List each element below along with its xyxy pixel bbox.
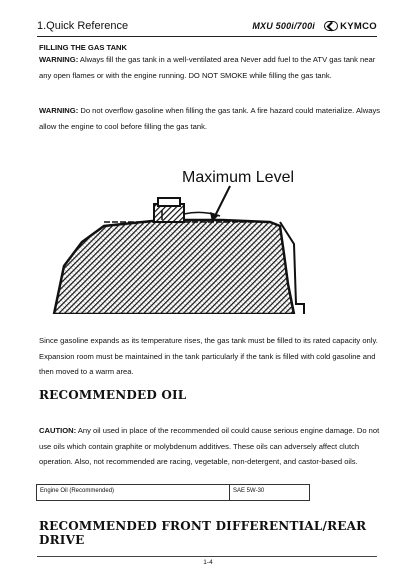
- oil-table: [36, 484, 310, 501]
- expansion-paragraph: Since gasoline expands as its temperature rises, the gas tank must be filled to its rated capacity only. Expansion room must be maintained in the tank particularly if the tank is filled with cold gasoline and then moved to a warm area.: [39, 336, 378, 376]
- maximum-level-label: Maximum Level: [182, 169, 295, 186]
- kymco-logo-icon: [324, 21, 338, 31]
- gas-tank-figure: [42, 154, 362, 314]
- warning-paragraph-1: [39, 52, 384, 83]
- warning-text: Do not overflow gasoline when filling the gas tank. A fire hazard could materialize. Always allow the engine to cool before filling the gas tank.: [39, 106, 381, 131]
- differential-heading: RECOMMENDED FRONT DIFFERENTIAL/REAR DRIVE: [39, 519, 367, 547]
- caution-paragraph: [39, 423, 384, 470]
- footer-divider: [37, 556, 377, 557]
- brand-name: KYMCO: [340, 20, 377, 32]
- warning-label: WARNING:: [39, 55, 79, 64]
- warning-text: Always fill the gas tank in a well-ventilated area Never add fuel to the ATV gas tank near any open flames or with the engine running. DO NOT SMOKE while filling the gas tank.: [39, 55, 376, 80]
- page-number: 1-4: [203, 559, 213, 566]
- warning-paragraph-2: [39, 103, 384, 134]
- oil-table-value: SAE 5W-30: [233, 488, 265, 494]
- model-name: MXU 500i/700i: [252, 21, 315, 31]
- warning-label: WARNING:: [39, 106, 79, 115]
- oil-table-label: Engine Oil (Recommended): [37, 485, 230, 500]
- brand-logo: [324, 20, 377, 32]
- page-header: [37, 18, 377, 37]
- recommended-oil-heading: RECOMMENDED OIL: [39, 388, 187, 402]
- filling-title: FILLING THE GAS TANK: [39, 43, 128, 52]
- caution-label: CAUTION:: [39, 426, 77, 435]
- caution-text: Any oil used in place of the recommended oil could cause serious engine damage. Do not use oils which contain graphite or molybdenum additives. These oils can adversely affect clutch operation. Also, not recommended are racing, vegetable, non-detergent, and castor-based oils.: [39, 426, 380, 466]
- section-title: 1.Quick Reference: [37, 20, 129, 32]
